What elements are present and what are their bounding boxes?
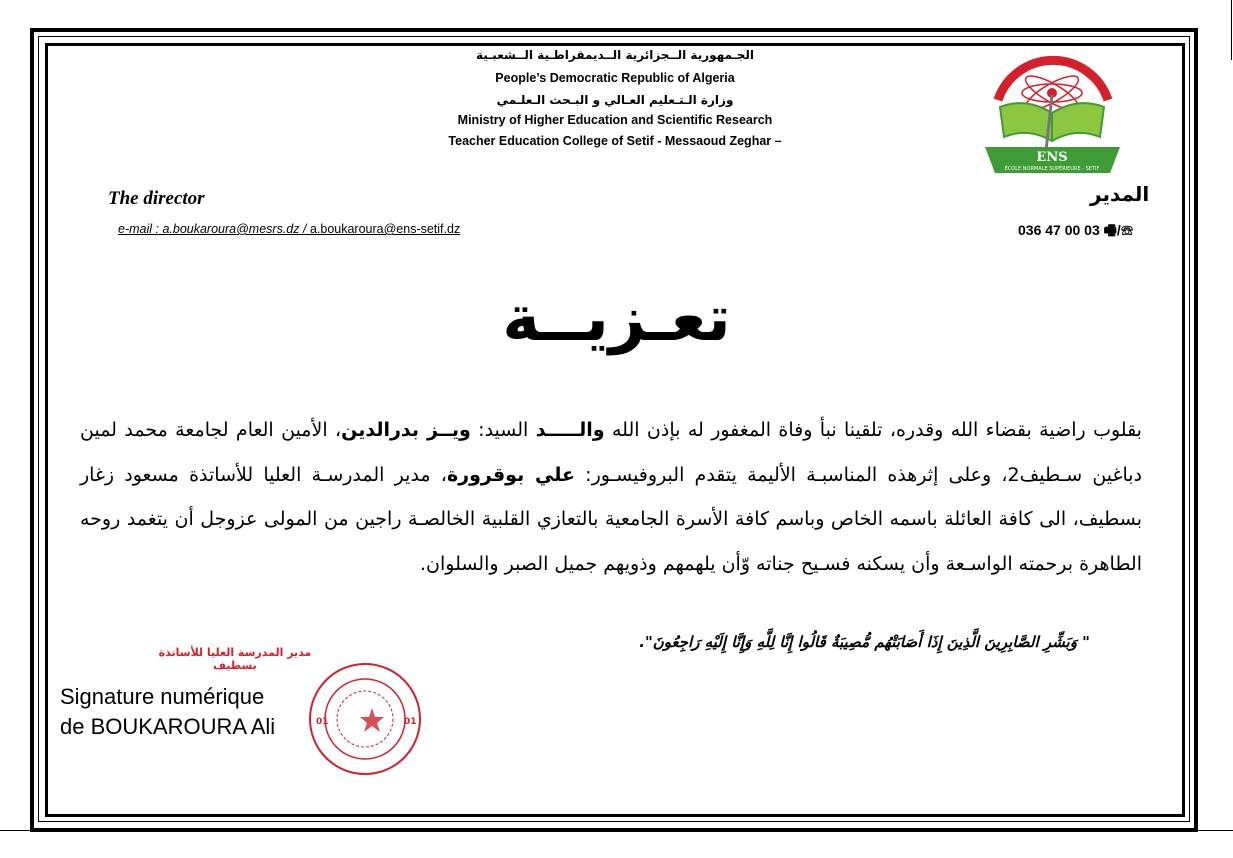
header-republic-ar: الجـمهورية الــجزائرية الــديمقراطـية الــشعبـية	[476, 48, 754, 62]
ens-setif-logo	[980, 55, 1125, 185]
stamp-number-right: 01	[404, 717, 417, 727]
email-primary[interactable]: e-mail : a.boukaroura@mesrs.dz /	[118, 222, 307, 236]
body-text-2: السيد:	[470, 419, 536, 441]
header-ministry-ar: وزارة الـتـعليم العـالي و البـحث الـعلـمي	[496, 93, 734, 107]
body-text-1: بقلوب راضية بقضاء الله وقدره، تلقينا نبأ وفاة المغفور له بإذن الله	[604, 419, 1142, 441]
stamp-caption: مدير المدرسة العليا للأساتذة بسطيف	[158, 646, 312, 672]
director-email[interactable]	[118, 222, 460, 236]
director-label-ar: المدير	[1090, 182, 1150, 206]
director-label-en: The director	[108, 188, 205, 209]
quran-verse: " وَبَشِّرِ الصَّابِرِينَ الَّذِينَ إِذَا أَصَابَتْهُم مُّصِيبَةٌ قَالُوا إِنَّا لِلَّهِ وَإِنَّا إِلَيْهِ رَاجِعُونَ".	[639, 633, 1090, 651]
body-bold-father: والـــــد	[535, 419, 605, 441]
body-bold-name: ويــز بدرالدين	[341, 419, 471, 441]
logo-ens-text: ENS	[1036, 150, 1068, 165]
signature-line-2: de BOUKAROURA Ali	[60, 714, 276, 739]
body-text-3: ، الأمين العام لجامعة محمد لمين دباغين سـطيف2، وعلى إثرهذه المناسبـة الأليمة يتقدم البروفيسـور:	[80, 419, 1142, 486]
official-stamp	[300, 660, 430, 778]
signature-line-1: Signature numérique	[60, 684, 265, 709]
edge-line-vertical	[1231, 0, 1232, 60]
logo-subtitle-text: ÉCOLE NORMALE SUPÉRIEURE - SETIF	[1004, 166, 1100, 172]
body-bold-director: علي بوقرورة	[446, 463, 575, 486]
condolence-paragraph	[80, 408, 1142, 586]
edge-line-horizontal	[0, 830, 1233, 831]
body-text-4: ، مدير المدرسـة العليا للأساتذة مسعود زغار بسطيف، الى كافة العائلة باسمه الخاص وباسم كافة الأسرة الجامعية بالتعازي القلبية الخالصـة راجين من المولى عزوجل أن يتغمد روحه الطاهرة برحمته الواسـعة وأن يسكنه فسـيح جناته وّأن يلهمهم وذويهم جميل الصبر والسلوان.	[80, 463, 1142, 575]
header-ministry-en: Ministry of Higher Education and Scientific Research	[457, 113, 773, 127]
digital-signature	[60, 682, 275, 742]
email-secondary[interactable]: a.boukaroura@ens-setif.dz	[309, 222, 461, 236]
document-title: تعـزيــة	[502, 282, 731, 356]
header-republic-en: People’s Democratic Republic of Algeria	[495, 71, 735, 85]
director-phone: 036 47 00 03 🖷/☏	[1018, 222, 1134, 238]
stamp-number-left: 01	[316, 717, 329, 727]
header-college-en: Teacher Education College of Setif - Messaoud Zeghar –	[448, 134, 782, 148]
